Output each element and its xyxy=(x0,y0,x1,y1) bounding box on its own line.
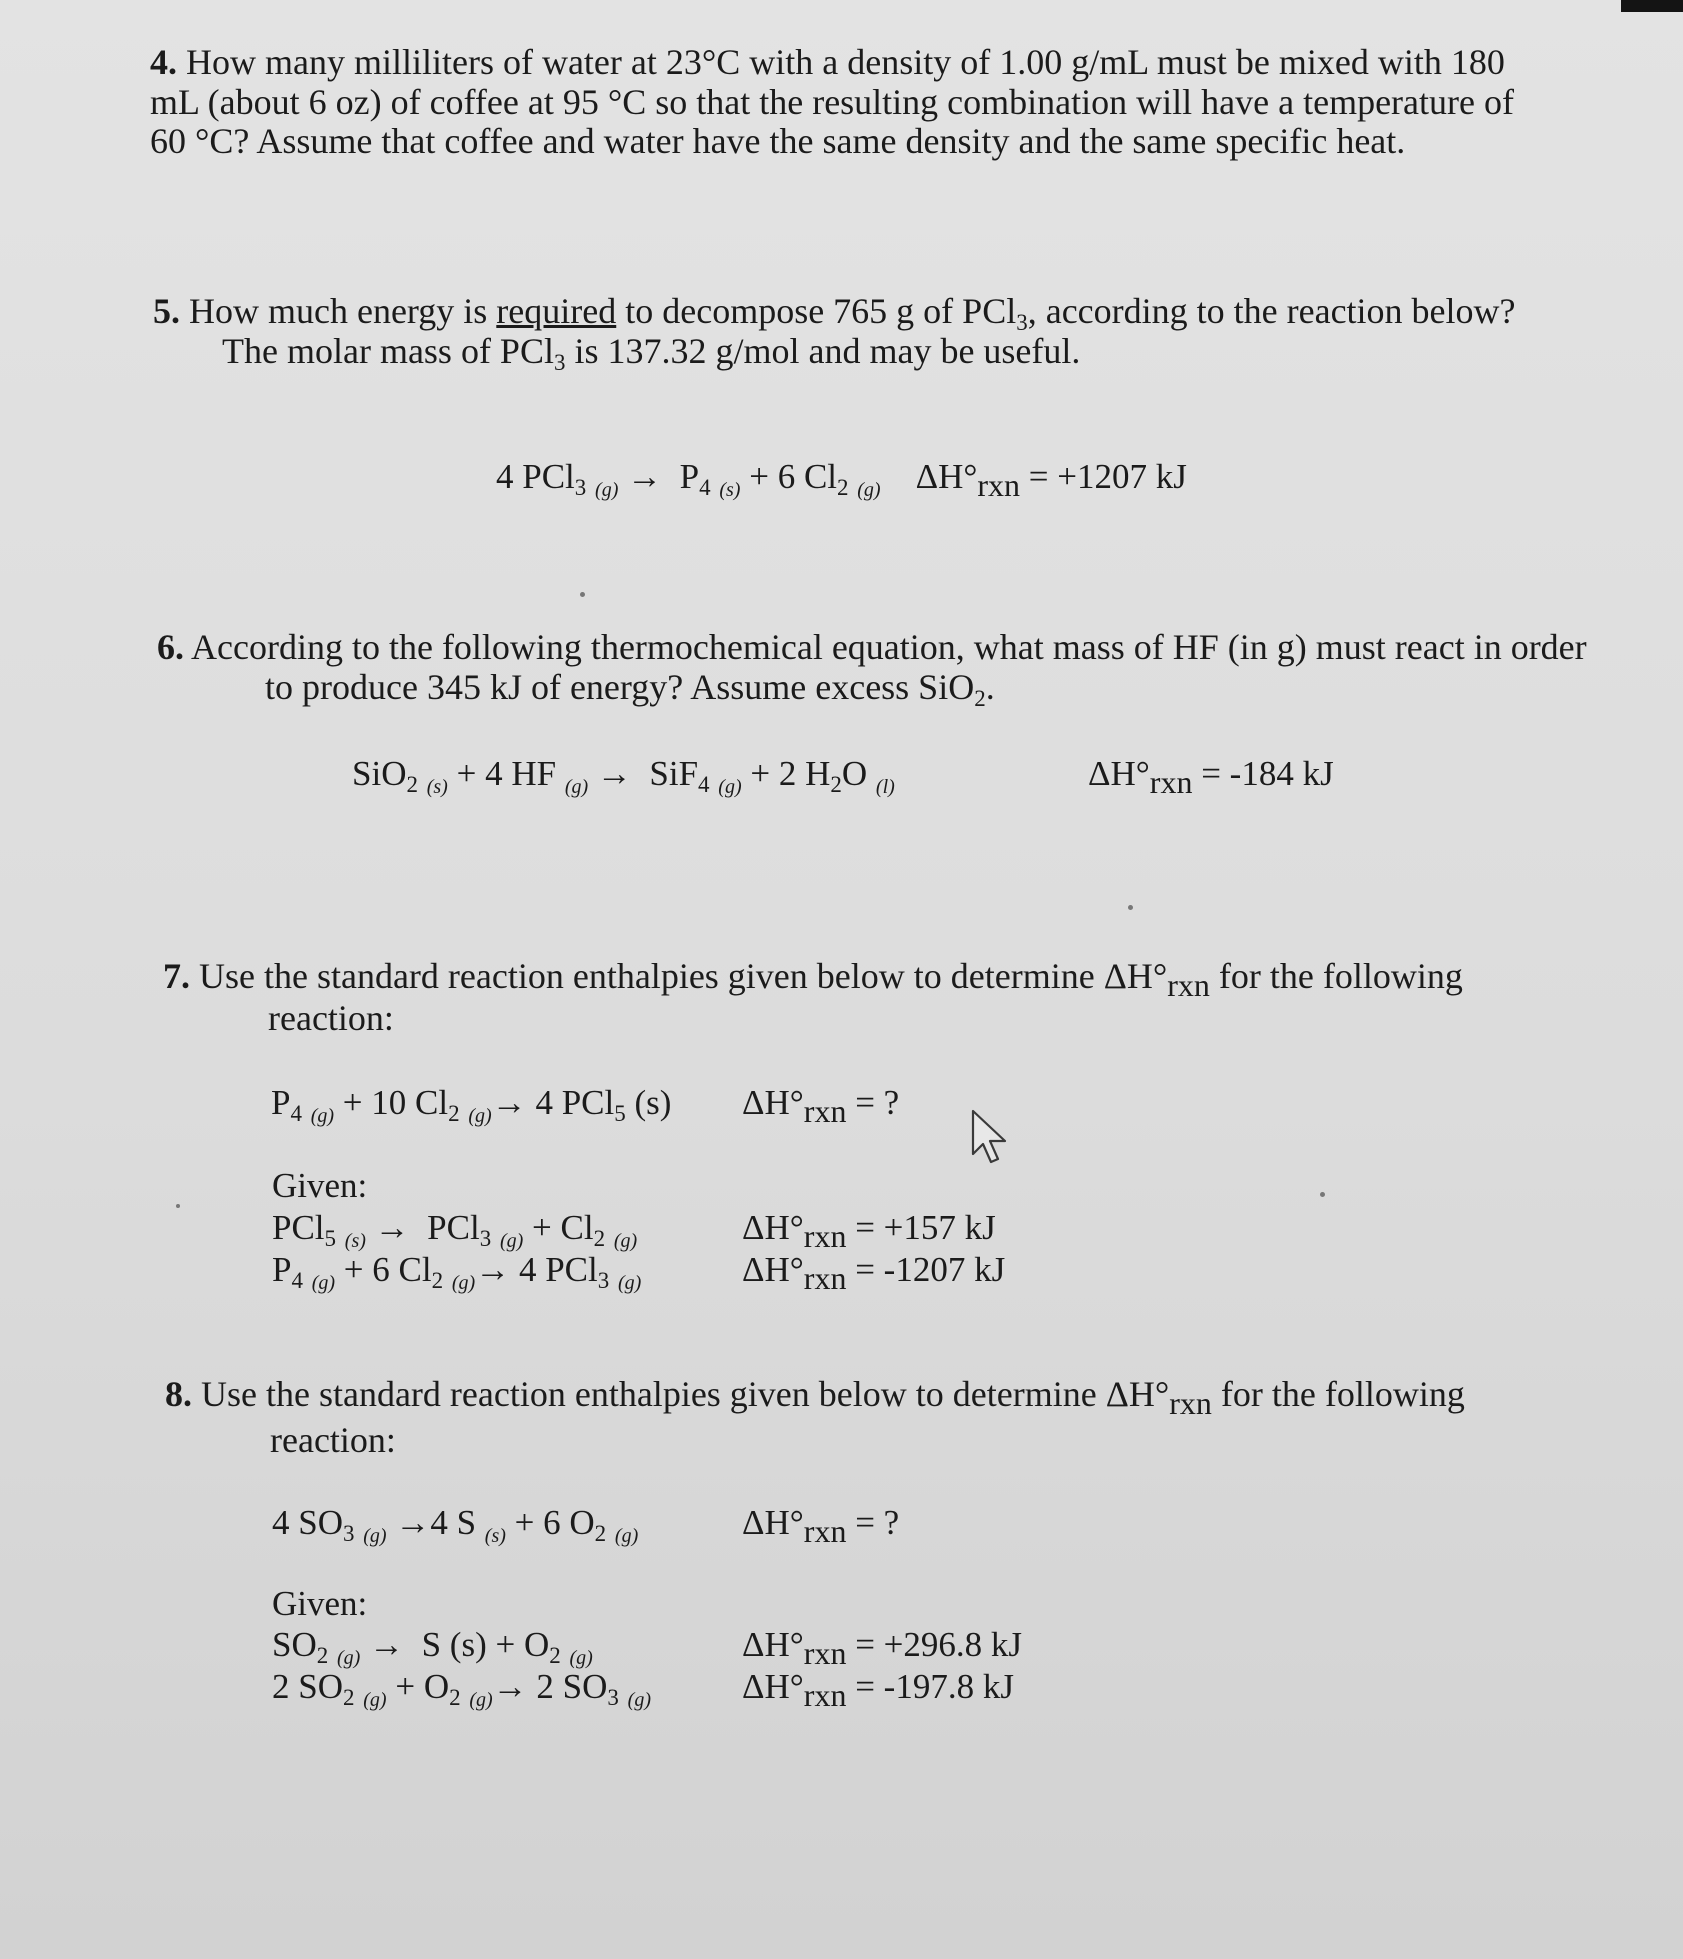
q6-subscript: 2 xyxy=(974,686,986,711)
eq-term: + 4 HF xyxy=(456,754,557,793)
eq-sub: 2 xyxy=(549,1643,561,1668)
enthalpy-value: = +157 kJ xyxy=(855,1208,996,1247)
eq-state: (g) xyxy=(617,1272,642,1294)
q8-number: 8. xyxy=(165,1374,192,1414)
rxn-subscript: rxn xyxy=(1149,764,1193,800)
eq-term: PCl xyxy=(272,1208,325,1247)
eq-sub: 2 xyxy=(830,772,842,797)
reaction-arrow: → xyxy=(627,457,663,496)
q5-equation xyxy=(496,457,1187,510)
q5-underlined-word: required xyxy=(496,291,617,331)
eq-sub: 2 xyxy=(431,1268,444,1293)
eq-term: + 6 O xyxy=(514,1503,595,1542)
eq-state: (g) xyxy=(468,1105,492,1127)
paper-speck xyxy=(580,592,585,597)
eq-sub: 2 xyxy=(449,1685,461,1710)
enthalpy-value: = ? xyxy=(855,1503,900,1542)
enthalpy-symbol: ΔH° xyxy=(742,1208,804,1247)
q5-text-a: How much energy is xyxy=(189,291,497,331)
eq-term: 4 PCl xyxy=(496,457,575,496)
q4-line-3: 60 °C? Assume that coffee and water have the same density and the same specific heat. xyxy=(150,121,1406,161)
eq-sub: 5 xyxy=(324,1226,337,1251)
enthalpy-value: = +1207 kJ xyxy=(1028,457,1187,496)
eq-state: (g) xyxy=(499,1230,524,1252)
eq-state: (g) xyxy=(857,479,881,501)
eq-term: 4 SO xyxy=(272,1503,343,1542)
eq-term: 2 SO xyxy=(272,1667,343,1706)
q8-target-enthalpy xyxy=(742,1503,899,1551)
eq-term: (s) xyxy=(625,1083,672,1122)
q6-period: . xyxy=(985,667,995,707)
eq-state: (g) xyxy=(469,1689,493,1711)
eq-sub: 2 xyxy=(837,475,849,500)
enthalpy-symbol: ΔH° xyxy=(742,1667,804,1706)
q8-line-2: reaction: xyxy=(270,1420,396,1460)
paper-speck xyxy=(1128,905,1133,910)
enthalpy-value: = ? xyxy=(855,1083,900,1122)
reaction-arrow: → xyxy=(475,1250,511,1289)
q8-text-b: for the following xyxy=(1211,1374,1465,1414)
rxn-subscript: rxn xyxy=(803,1677,847,1713)
q7-given-label: Given: xyxy=(272,1166,368,1205)
q8-given-label: Given: xyxy=(272,1584,368,1623)
eq-state: (g) xyxy=(310,1105,335,1127)
eq-sub: 2 xyxy=(593,1226,606,1251)
q5-subscript: 3 xyxy=(1016,310,1028,335)
rxn-subscript: rxn xyxy=(803,1260,847,1296)
enthalpy-value: = -1207 kJ xyxy=(855,1250,1006,1289)
enthalpy-value: = -184 kJ xyxy=(1201,754,1334,793)
eq-state: (g) xyxy=(337,1647,361,1669)
reaction-arrow: → xyxy=(491,1083,527,1122)
eq-term: + Cl xyxy=(532,1208,594,1247)
eq-state: (g) xyxy=(718,776,742,798)
eq-sub: 3 xyxy=(479,1226,492,1251)
paper-speck xyxy=(176,1204,180,1208)
eq-term: P xyxy=(271,1083,291,1122)
eq-state: (g) xyxy=(363,1689,387,1711)
q5-text-c: , according to the reaction below? xyxy=(1027,291,1516,331)
reaction-arrow: → xyxy=(369,1625,405,1664)
enthalpy-symbol: ΔH° xyxy=(915,457,978,496)
enthalpy-symbol: ΔH° xyxy=(742,1625,804,1664)
eq-state: (g) xyxy=(627,1689,651,1711)
eq-sub: 2 xyxy=(316,1643,329,1668)
eq-term: O xyxy=(841,754,868,793)
mouse-pointer-icon xyxy=(970,1108,1016,1166)
q8-text-a: Use the standard reaction enthalpies given below to determine ΔH° xyxy=(201,1374,1170,1414)
enthalpy-symbol: ΔH° xyxy=(1088,754,1150,793)
eq-term: 4 PCl xyxy=(535,1083,615,1122)
q7-text-b: for the following xyxy=(1209,956,1463,996)
eq-sub: 2 xyxy=(594,1521,607,1546)
eq-sub: 3 xyxy=(574,475,587,500)
q5-subscript-2: 3 xyxy=(553,350,566,375)
eq-state: (s) xyxy=(426,776,448,798)
q7-line-2: reaction: xyxy=(268,998,394,1038)
eq-sub: 2 xyxy=(406,772,418,797)
q7-number: 7. xyxy=(163,956,190,996)
eq-term: 2 SO xyxy=(536,1667,608,1706)
q6-enthalpy xyxy=(1088,754,1334,802)
rxn-subscript: rxn xyxy=(1167,967,1210,1003)
eq-sub: 2 xyxy=(343,1685,355,1710)
paper-speck xyxy=(1320,1192,1325,1197)
eq-sub: 3 xyxy=(343,1521,355,1546)
q7-given-enthalpy-1 xyxy=(742,1208,996,1256)
eq-sub: 4 xyxy=(699,475,711,500)
q8-given-equation-2 xyxy=(272,1667,651,1720)
rxn-subscript: rxn xyxy=(803,1513,847,1549)
q4-line-1 xyxy=(150,42,1505,82)
eq-sub: 2 xyxy=(448,1101,460,1126)
q7-target-enthalpy xyxy=(742,1083,899,1131)
eq-state: (l) xyxy=(875,776,895,798)
eq-state: (s) xyxy=(344,1230,366,1252)
q5-text-b: to decompose 765 g of PCl xyxy=(616,291,1017,331)
enthalpy-value: = +296.8 kJ xyxy=(855,1625,1023,1664)
q6-text-2: to produce 345 kJ of energy? Assume excess SiO xyxy=(265,667,975,707)
reaction-arrow: → xyxy=(395,1503,431,1542)
eq-term: + 10 Cl xyxy=(342,1083,449,1122)
q7-target-equation xyxy=(271,1083,671,1136)
q8-line-1 xyxy=(165,1374,1465,1423)
q5-line-2 xyxy=(222,331,1080,383)
eq-term: + 2 H xyxy=(750,754,831,793)
enthalpy-symbol: ΔH° xyxy=(742,1250,804,1289)
q8-given-enthalpy-2 xyxy=(742,1667,1014,1715)
q6-number: 6. xyxy=(157,627,184,667)
eq-state: (g) xyxy=(614,1525,639,1547)
eq-sub: 4 xyxy=(291,1268,303,1293)
eq-sub: 5 xyxy=(614,1101,626,1126)
eq-sub: 3 xyxy=(597,1268,610,1293)
q5-text-d: The molar mass of PCl xyxy=(222,331,554,371)
q4-number: 4. xyxy=(150,42,177,82)
q6-line-1 xyxy=(157,627,1587,667)
eq-sub: 3 xyxy=(607,1685,619,1710)
eq-term: P xyxy=(272,1250,292,1289)
eq-state: (g) xyxy=(595,479,619,501)
eq-term: SiF xyxy=(649,754,699,793)
eq-term: 4 S xyxy=(430,1503,477,1542)
eq-term: S (s) + O xyxy=(421,1625,550,1664)
eq-term: SO xyxy=(272,1625,317,1664)
eq-state: (g) xyxy=(363,1525,387,1547)
rxn-subscript: rxn xyxy=(977,467,1021,503)
rxn-subscript: rxn xyxy=(803,1093,847,1129)
eq-term: SiO xyxy=(352,754,407,793)
eq-term: P xyxy=(679,457,700,496)
eq-state: (g) xyxy=(451,1272,476,1294)
rxn-subscript: rxn xyxy=(1169,1385,1212,1421)
eq-state: (s) xyxy=(719,479,741,501)
q7-given-equation-2 xyxy=(272,1250,641,1303)
reaction-arrow: → xyxy=(374,1208,410,1247)
eq-term: + 6 Cl xyxy=(343,1250,432,1289)
q7-given-enthalpy-2 xyxy=(742,1250,1005,1298)
eq-term: PCl xyxy=(427,1208,480,1247)
q8-target-equation xyxy=(272,1503,638,1556)
q6-line-2 xyxy=(265,667,995,719)
q4-line-2: mL (about 6 oz) of coffee at 95 °C so that the resulting combination will have a temperature of xyxy=(150,82,1514,122)
q5-text-e: is 137.32 g/mol and may be useful. xyxy=(565,331,1081,371)
reaction-arrow: → xyxy=(596,754,632,793)
reaction-arrow: → xyxy=(492,1667,528,1706)
eq-term: 4 PCl xyxy=(518,1250,598,1289)
q4-text-1: How many milliliters of water at 23°C with a density of 1.00 g/mL must be mixed with 180 xyxy=(186,42,1505,82)
q5-number: 5. xyxy=(153,291,180,331)
q6-equation xyxy=(352,754,895,807)
eq-state: (s) xyxy=(484,1525,506,1547)
eq-state: (g) xyxy=(311,1272,336,1294)
eq-state: (g) xyxy=(564,776,589,798)
q8-given-enthalpy-1 xyxy=(742,1625,1022,1673)
eq-term: + 6 Cl xyxy=(749,457,838,496)
enthalpy-symbol: ΔH° xyxy=(742,1083,804,1122)
eq-state: (g) xyxy=(613,1230,638,1252)
enthalpy-value: = -197.8 kJ xyxy=(855,1667,1014,1706)
rxn-subscript: rxn xyxy=(803,1218,847,1254)
eq-term: + O xyxy=(395,1667,450,1706)
q6-text-1: According to the following thermochemical equation, what mass of HF (in g) must react in order xyxy=(191,627,1587,667)
top-edge-shadow xyxy=(1621,0,1683,12)
q7-text-a: Use the standard reaction enthalpies given below to determine ΔH° xyxy=(199,956,1168,996)
eq-sub: 4 xyxy=(290,1101,302,1126)
eq-state: (g) xyxy=(569,1647,593,1669)
rxn-subscript: rxn xyxy=(803,1635,847,1671)
eq-sub: 4 xyxy=(698,772,710,797)
enthalpy-symbol: ΔH° xyxy=(742,1503,804,1542)
